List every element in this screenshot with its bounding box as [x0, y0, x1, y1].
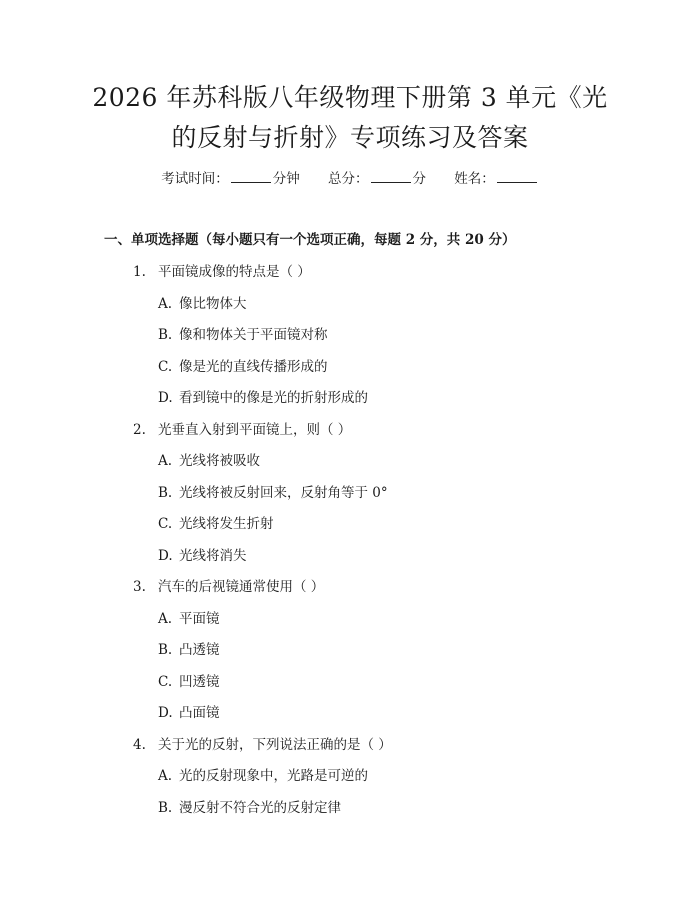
option-text: 像比物体大: [179, 295, 247, 312]
question-number: 2.: [133, 421, 146, 438]
option-letter: A.: [158, 295, 173, 312]
question-stem: [0, 577, 700, 609]
option-text: 像和物体关于平面镜对称: [179, 327, 328, 343]
total-score-unit: 分: [412, 171, 426, 187]
option-letter: D.: [158, 705, 173, 721]
exam-time-label: 考试时间：: [161, 171, 229, 187]
question-3: [0, 577, 700, 735]
option-letter: B.: [158, 799, 173, 816]
question-stem: [0, 735, 700, 767]
option-3b: [0, 640, 700, 672]
option-text: 光的反射现象中，光路是可逆的: [179, 768, 368, 784]
student-name-label: 姓名：: [454, 171, 495, 187]
option-letter: C.: [158, 358, 173, 375]
total-score-field: [328, 168, 426, 189]
option-letter: D.: [158, 390, 173, 406]
title-line-2: 的反射与折射》专项练习及答案: [171, 123, 529, 152]
question-list: [0, 262, 700, 829]
option-3d: [0, 703, 700, 735]
option-text: 光线将发生折射: [179, 516, 274, 532]
option-1a: [0, 294, 700, 326]
option-text: 凸面镜: [179, 705, 220, 721]
option-3a: [0, 609, 700, 641]
section-heading: 一、单项选择题（每小题只有一个选项正确，每题 2 分，共 20 分）: [104, 232, 516, 248]
option-letter: D.: [158, 547, 173, 564]
option-text: 凹透镜: [179, 673, 220, 690]
option-text: 漫反射不符合光的反射定律: [179, 799, 341, 816]
option-letter: B.: [158, 642, 173, 658]
option-text: 凸透镜: [179, 642, 220, 658]
option-letter: B.: [158, 484, 173, 501]
document-title: [60, 78, 640, 158]
question-1: [0, 262, 700, 420]
option-2a: [0, 451, 700, 483]
question-2: [0, 420, 700, 578]
option-letter: A.: [158, 610, 173, 627]
option-text: 光线将消失: [179, 547, 247, 564]
option-1d: [0, 388, 700, 420]
option-2b: [0, 483, 700, 515]
student-name-field: [454, 168, 539, 189]
exam-time-field: [161, 168, 300, 189]
option-4b: [0, 798, 700, 830]
option-letter: A.: [158, 768, 173, 784]
option-text: 平面镜: [179, 610, 220, 627]
question-4: [0, 735, 700, 830]
option-letter: A.: [158, 453, 173, 469]
option-4a: [0, 766, 700, 798]
question-number: 3.: [133, 579, 146, 595]
option-letter: C.: [158, 673, 173, 690]
exam-time-blank: [231, 168, 271, 183]
option-2c: [0, 514, 700, 546]
option-3c: [0, 672, 700, 704]
question-number: 4.: [133, 736, 146, 753]
option-text: 像是光的直线传播形成的: [179, 358, 328, 375]
exam-info: [0, 168, 700, 189]
option-text: 光线将被吸收: [179, 453, 260, 469]
total-score-blank: [371, 168, 411, 183]
option-text: 看到镜中的像是光的折射形成的: [179, 390, 368, 406]
question-stem: [0, 262, 700, 294]
question-stem: [0, 420, 700, 452]
title-line-1: 2026 年苏科版八年级物理下册第 3 单元《光: [92, 83, 608, 112]
student-name-blank: [497, 168, 537, 183]
total-score-label: 总分：: [328, 171, 369, 187]
question-text: 汽车的后视镜通常使用（ ）: [158, 579, 325, 595]
option-2d: [0, 546, 700, 578]
question-text: 平面镜成像的特点是（ ）: [158, 264, 311, 280]
option-letter: C.: [158, 516, 173, 532]
option-text: 光线将被反射回来，反射角等于 0°: [179, 484, 388, 501]
question-text: 光垂直入射到平面镜上，则（ ）: [158, 421, 352, 438]
option-letter: B.: [158, 327, 173, 343]
question-number: 1.: [133, 264, 146, 280]
question-text: 关于光的反射，下列说法正确的是（ ）: [158, 736, 392, 753]
option-1b: [0, 325, 700, 357]
exam-time-unit: 分钟: [272, 171, 300, 187]
option-1c: [0, 357, 700, 389]
